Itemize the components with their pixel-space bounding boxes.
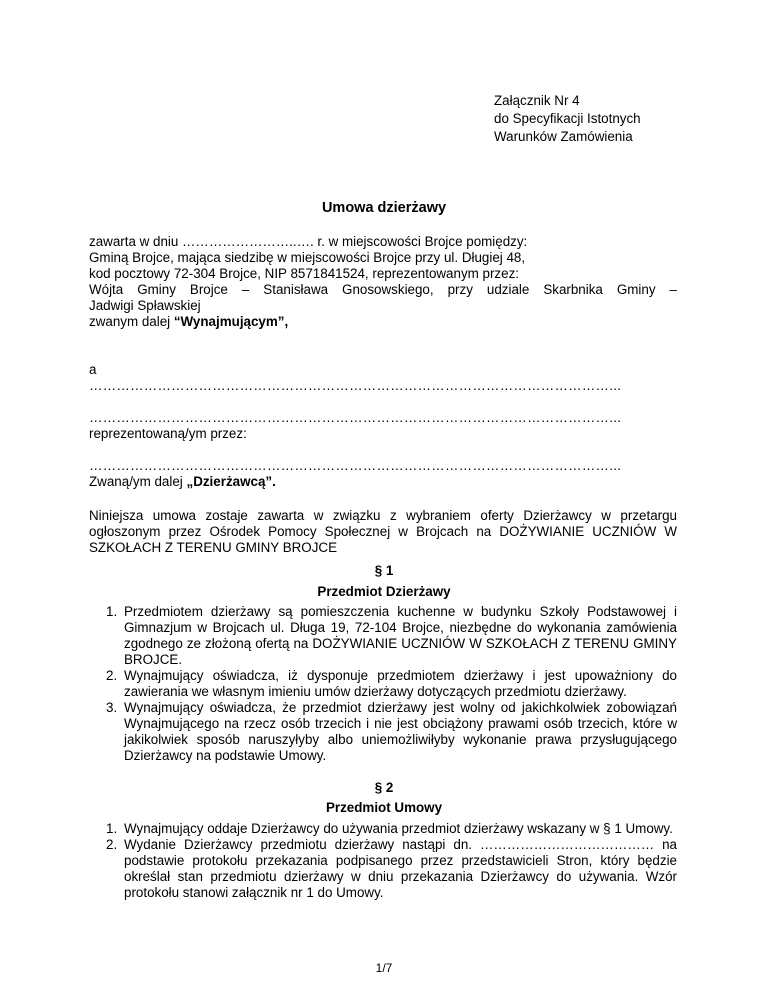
preamble-block: [89, 508, 677, 556]
annex-line-2: do Specyfikacji Istotnych: [494, 111, 641, 126]
list-item-number: 1.: [106, 821, 118, 836]
intro-line-4: Wójta Gminy Brojce – Stanisława Gnosowskiego, przy udziale Skarbnika Gminy –: [89, 282, 677, 297]
intro-line-6-prefix: zwanym dalej: [89, 314, 174, 329]
section-1-heading: Przedmiot Dzierżawy: [317, 584, 451, 599]
section-1-mark: § 1: [374, 563, 394, 578]
preamble-line-2: ogłoszonym przez Ośrodek Pomocy Społecznej w Brojcach na DOŻYWIANIE UCZNIÓW W: [89, 524, 677, 539]
list-item: [106, 668, 677, 700]
section-2-heading: Przedmiot Umowy: [325, 800, 443, 815]
preamble-line-3: SZKOŁACH Z TERENU GMINY BROJCE: [89, 540, 338, 555]
list-item-number: 2.: [106, 668, 118, 683]
intro-line-6: [89, 314, 677, 330]
list-item-number: 3.: [106, 700, 118, 715]
list-item: [106, 837, 677, 901]
list-item: [106, 700, 677, 764]
section-2-mark: § 2: [374, 780, 394, 795]
intro-line-1: zawarta w dniu ……………………..…. r. w miejscowości Brojce pomiędzy:: [89, 234, 528, 249]
intro-line-5: Jadwigi Spławskiej: [89, 298, 201, 313]
party2-called: [89, 474, 677, 490]
party2-name-field: ……………………………………………………………………………………………………...: [89, 378, 622, 393]
list-item-number: 2.: [106, 837, 118, 852]
list-item-text: Wydanie Dzierżawcy przedmiotu dzierżawy nastąpi dn. ………………………………… na podstawie protokołu przekazania podpisanego przez przedstawicieli Stron, który będzie określał stan przedmiotu dzierżawy w dniu przekazania Dzierżawcy do używania. Wzór protokołu stanowi załącznik nr 1 do Umowy.: [124, 837, 677, 900]
section-2-list: [106, 821, 677, 901]
annex-reference: [494, 92, 641, 146]
party2-and: a: [89, 362, 97, 377]
intro-line-3: kod pocztowy 72-304 Brojce, NIP 8571841524, reprezentowanym przez:: [89, 266, 519, 281]
party2-address-field: ……………………………………………………………………………………………………...: [89, 410, 622, 425]
party2-block: [89, 362, 677, 490]
list-item: [106, 821, 677, 837]
party2-representative-field: ……………………………………………………………………………………………………...: [89, 458, 622, 473]
list-item-text: Wynajmujący oddaje Dzierżawcy do używania przedmiot dzierżawy wskazany w § 1 Umowy.: [124, 821, 673, 836]
intro-block: [89, 234, 677, 330]
section-1-list: [106, 604, 677, 764]
preamble-line-1: Niniejsza umowa zostaje zawarta w związku z wybraniem oferty Dzierżawcy w przetargu: [89, 508, 677, 523]
annex-line-1: Załącznik Nr 4: [494, 93, 580, 108]
party2-represented: reprezentowaną/ym przez:: [89, 426, 247, 441]
list-item-text: Przedmiotem dzierżawy są pomieszczenia kuchenne w budynku Szkoły Podstawowej i Gimnazjum w Brojcach ul. Długa 19, 72-104 Brojce, niezbędne do wykonania zamówienia zgodnego ze złożoną ofertą na DOŻYWIANIE UCZNIÓW W SZKOŁACH Z TERENU GMINY BROJCE.: [124, 604, 677, 667]
list-item-number: 1.: [106, 604, 118, 619]
party2-called-prefix: Zwaną/ym dalej: [89, 474, 187, 489]
page-number: 1/7: [375, 961, 393, 975]
list-item-text: Wynajmujący oświadcza, iż dysponuje przedmiotem dzierżawy i jest upoważniony do zawierania we własnym imieniu umów dzierżawy dotyczących przedmiotu dzierżawy.: [124, 668, 677, 699]
list-item: [106, 604, 677, 668]
lessee-term: „Dzierżawcą”.: [186, 474, 276, 489]
document-title: Umowa dzierżawy: [321, 200, 447, 216]
lessor-term: “Wynajmującym”,: [173, 314, 289, 329]
annex-line-3: Warunków Zamówienia: [494, 129, 633, 144]
list-item-text: Wynajmujący oświadcza, że przedmiot dzierżawy jest wolny od jakichkolwiek zobowiązań Wynajmującego na rzecz osób trzecich i nie jest obciążony prawami osób trzecich, które w jakikolwiek sposób naruszyłyby albo uniemożliwiłyby wykonanie prawa przysługującego Dzierżawcy na podstawie Umowy.: [124, 700, 677, 763]
intro-line-2: Gminą Brojce, mająca siedzibę w miejscowości Brojce przy ul. Długiej 48,: [89, 250, 526, 265]
